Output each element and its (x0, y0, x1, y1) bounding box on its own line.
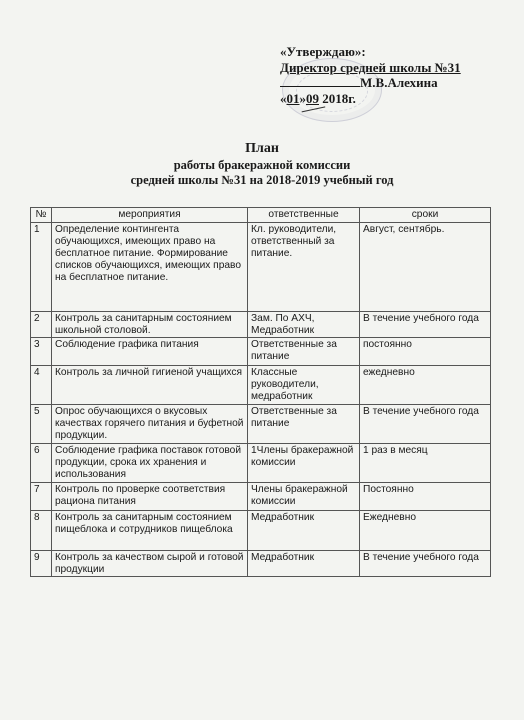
row-event: Контроль по проверке соответствия рациона питания (52, 483, 248, 511)
header-num: № (31, 208, 52, 223)
row-num: 7 (31, 483, 52, 511)
row-event: Контроль за личной гигиеной учащихся (52, 366, 248, 405)
row-num: 5 (31, 405, 52, 444)
row-num: 8 (31, 511, 52, 551)
document-title: План (245, 141, 279, 156)
row-responsible: Медработник (248, 511, 360, 551)
table-header-row (31, 208, 491, 223)
approval-line-3 (280, 75, 520, 91)
date-day: 01 (286, 90, 300, 106)
row-term: В течение учебного года (360, 405, 491, 444)
table-row (31, 366, 491, 405)
table-row (31, 312, 491, 338)
date-year: 2018г. (322, 90, 356, 106)
plan-table (30, 207, 491, 577)
row-event: Опрос обучающихся о вкусовых качествах горячего питания и буфетной продукции. (52, 405, 248, 444)
table-row (31, 338, 491, 366)
row-responsible: Медработник (248, 551, 360, 577)
row-num: 1 (31, 223, 52, 312)
row-responsible: Классные руководители, медработник (248, 366, 360, 405)
row-term: постоянно (360, 338, 491, 366)
row-responsible: Члены бракеражной комиссии (248, 483, 360, 511)
row-num: 2 (31, 312, 52, 338)
row-term: Ежедневно (360, 511, 491, 551)
date-quote-open: « (280, 90, 287, 106)
row-term: ежедневно (360, 366, 491, 405)
row-event: Соблюдение графика поставок готовой продукции, срока их хранения и использования (52, 444, 248, 483)
row-term: 1 раз в месяц (360, 444, 491, 483)
row-responsible: 1Члены бракеражной комиссии (248, 444, 360, 483)
table-row (31, 223, 491, 312)
row-term: В течение учебного года (360, 312, 491, 338)
row-num: 4 (31, 366, 52, 405)
table-row (31, 511, 491, 551)
date-quote-close: » (299, 90, 306, 106)
row-num: 6 (31, 444, 52, 483)
row-responsible: Зам. По АХЧ, Медработник (248, 312, 360, 338)
row-num: 9 (31, 551, 52, 577)
table-row (31, 483, 491, 511)
document-subtitle: работы бракеражной комиссии (173, 158, 351, 172)
header-event: мероприятия (52, 208, 248, 223)
row-event: Контроль за качеством сырой и готовой продукции (52, 551, 248, 577)
row-term: В течение учебного года (360, 551, 491, 577)
approval-line-2: Директор средней школы №31 (280, 59, 461, 75)
document-subtitle-2: средней школы №31 на 2018-2019 учебный год (130, 173, 394, 187)
approval-block (280, 44, 520, 106)
director-name: М.В.Алехина (360, 75, 438, 90)
row-event: Определение контингента обучающихся, имеющих право на бесплатное питание. Формирование списков обучающихся, имеющих право на бесплатное питание. (52, 223, 248, 312)
table-row (31, 405, 491, 444)
row-responsible: Ответственные за питание (248, 405, 360, 444)
date-month: 09 (306, 90, 319, 106)
row-event: Контроль за санитарным состоянием школьной столовой. (52, 312, 248, 338)
row-event: Контроль за санитарным состоянием пищеблока и сотрудников пищеблока (52, 511, 248, 551)
header-responsible: ответственные (248, 208, 360, 223)
table-row (31, 551, 491, 577)
row-responsible: Ответственные за питание (248, 338, 360, 366)
table-row (31, 444, 491, 483)
row-event: Соблюдение графика питания (52, 338, 248, 366)
row-responsible: Кл. руководители, ответственный за питание. (248, 223, 360, 312)
approval-line-1: «Утверждаю»: (280, 44, 366, 59)
row-term: Постоянно (360, 483, 491, 511)
row-term: Август, сентябрь. (360, 223, 491, 312)
row-num: 3 (31, 338, 52, 366)
header-term: сроки (360, 208, 491, 223)
approval-line-4 (280, 91, 520, 107)
signature-line (280, 75, 360, 87)
